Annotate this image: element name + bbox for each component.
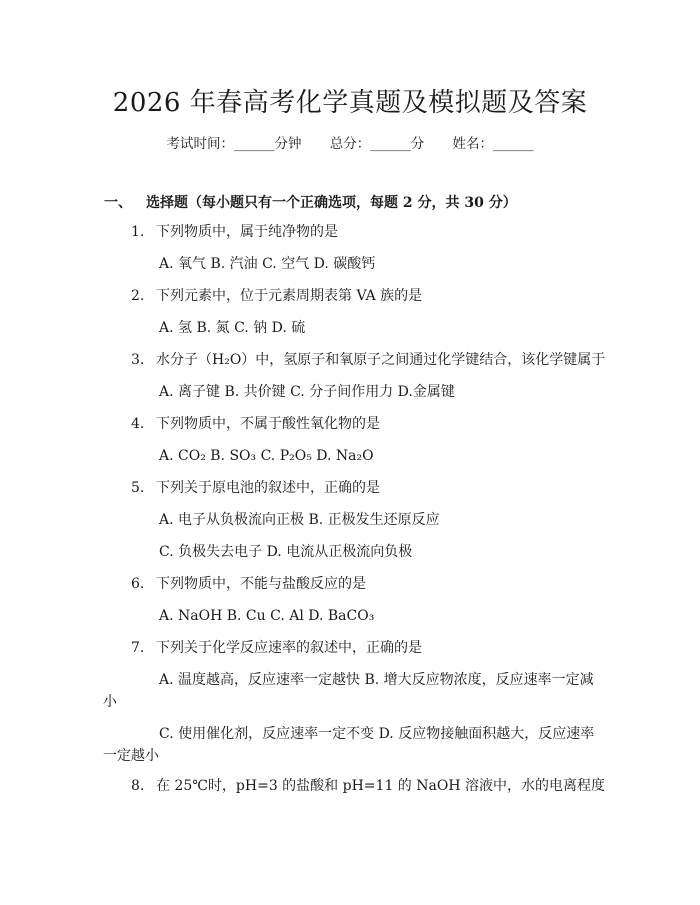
question-5-options-cd: C. 负极失去电子 D. 电流从正极流向负极 [159,544,413,560]
section-heading [104,192,517,212]
question-text: 下列关于化学反应速率的叙述中，正确的是 [156,640,422,656]
question-6 [131,574,366,594]
question-7-options-cd: C. 使用催化剂，反应速率一定不变 D. 反应物接触面积越大，反应速率 [159,726,595,742]
question-7-options-ab-wrap: 小 [103,694,117,710]
exam-time-label: 考试时间： [166,136,234,152]
question-7-options-cd-wrap: 一定越小 [103,748,159,764]
total-score [330,136,425,152]
question-2 [131,286,422,306]
question-number: 3. [131,352,145,368]
page-title: 2026 年春高考化学真题及模拟题及答案 [112,88,588,118]
question-4 [131,414,380,434]
section-title: 选择题（每小题只有一个正确选项，每题 2 分，共 30 分） [146,195,517,211]
question-5-options-ab: A. 电子从负极流向正极 B. 正极发生还原反应 [159,512,440,528]
student-name-label: 姓名： [452,136,494,152]
exam-info [0,132,700,152]
question-text: 下列元素中，位于元素周期表第 VA 族的是 [156,288,423,304]
question-number: 8. [131,778,145,794]
question-number: 4. [131,416,145,432]
question-8 [131,776,605,796]
question-number: 1. [131,224,145,240]
question-6-options: A. NaOH B. Cu C. Al D. BaCO₃ [159,608,375,624]
student-name [453,136,534,152]
exam-time-blank: ______ [233,136,275,152]
question-2-options: A. 氢 B. 氮 C. 钠 D. 硫 [159,320,306,336]
exam-time-unit: 分钟 [274,136,302,152]
question-4-options: A. CO₂ B. SO₃ C. P₂O₅ D. Na₂O [159,448,374,464]
question-text: 下列物质中，不属于酸性氧化物的是 [156,416,380,432]
question-text: 下列物质中，属于纯净物的是 [156,224,338,240]
question-number: 2. [131,288,145,304]
question-7 [131,638,422,658]
question-text: 下列物质中，不能与盐酸反应的是 [156,576,366,592]
question-3-options: A. 离子键 B. 共价键 C. 分子间作用力 D.金属键 [159,384,455,400]
question-7-options-ab: A. 温度越高，反应速率一定越快 B. 增大反应物浓度，反应速率一定减 [159,672,594,688]
question-1-options: A. 氧气 B. 汽油 C. 空气 D. 碳酸钙 [159,256,376,272]
exam-time [166,136,301,152]
total-score-blank: ______ [370,136,411,152]
question-number: 6. [131,576,145,592]
question-text: 水分子（H₂O）中，氢原子和氧原子之间通过化学键结合，该化学键属于 [156,352,606,368]
total-score-unit: 分 [410,136,425,152]
question-text: 在 25℃时，pH=3 的盐酸和 pH=11 的 NaOH 溶液中，水的电离程度 [156,778,605,794]
question-number: 7. [131,640,145,656]
question-3 [131,350,605,370]
question-text: 下列关于原电池的叙述中，正确的是 [156,480,380,496]
question-5 [131,478,380,498]
section-number: 一、 [104,195,132,211]
total-score-label: 总分： [329,136,371,152]
question-number: 5. [131,480,145,496]
question-1 [131,222,338,242]
student-name-blank: ______ [493,136,534,152]
